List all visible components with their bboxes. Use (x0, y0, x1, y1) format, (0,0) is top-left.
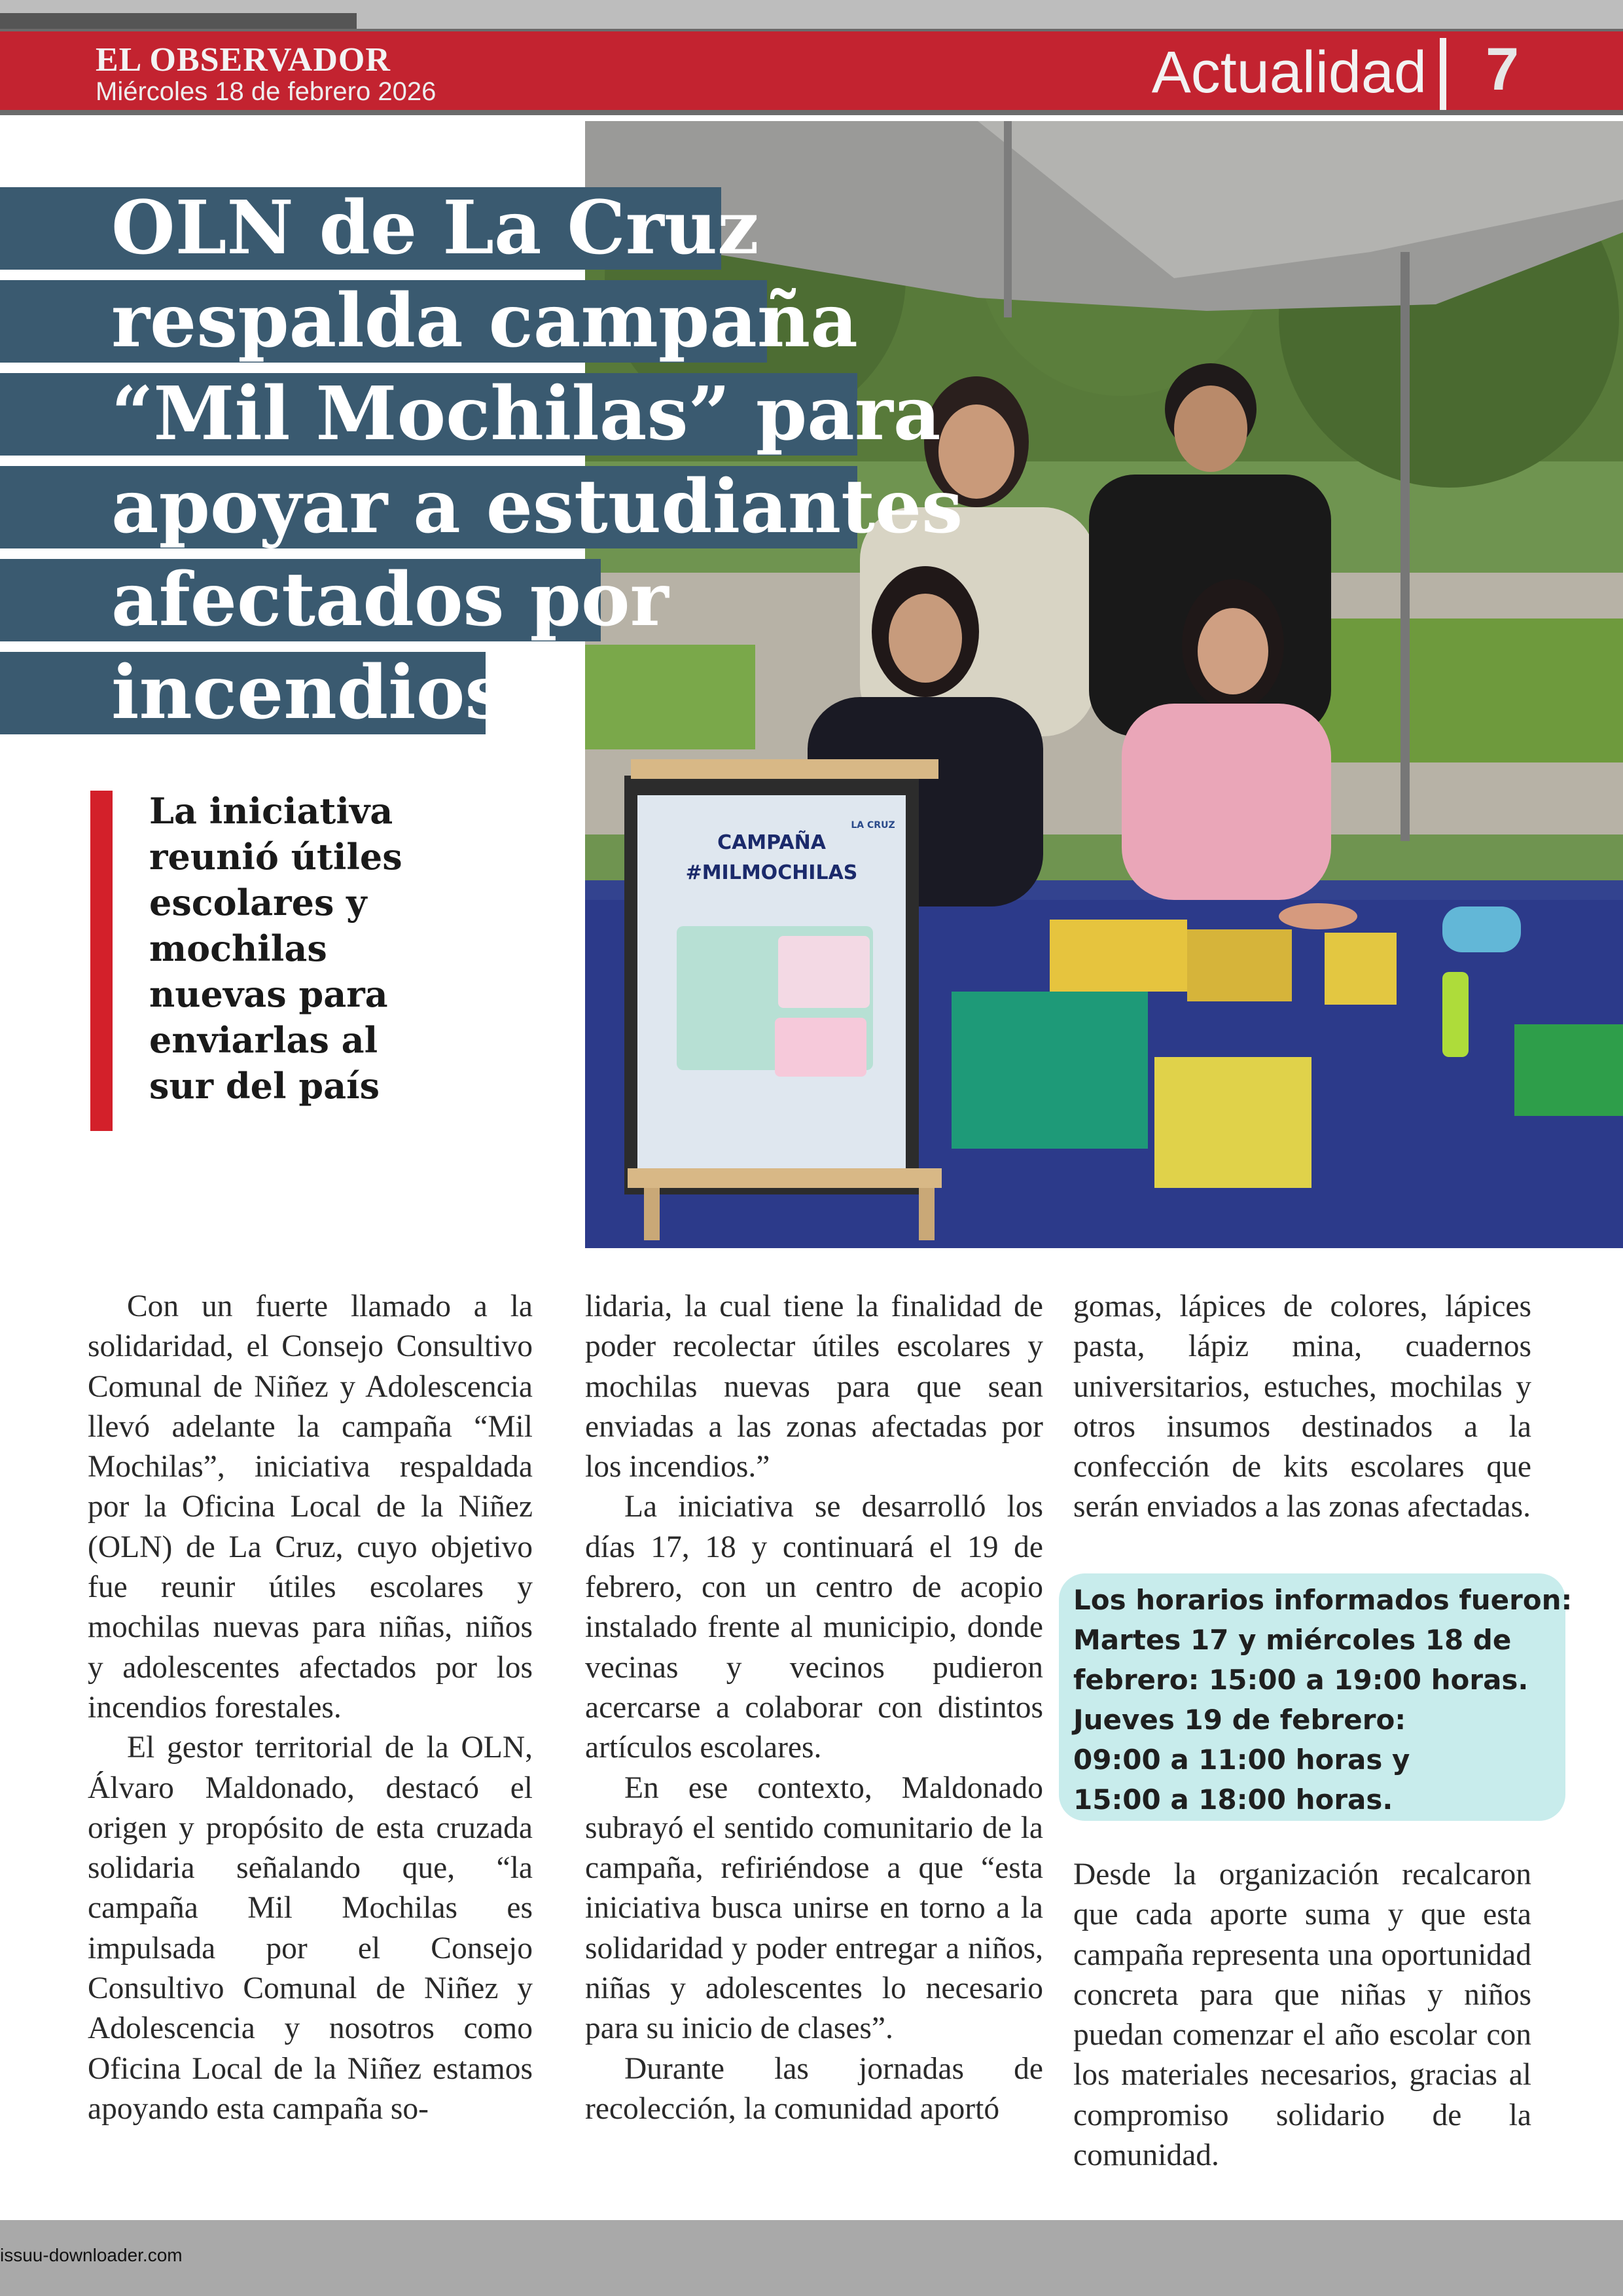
article-deck (149, 788, 450, 1109)
deck-accent-bar (90, 791, 113, 1131)
issue-date: Miércoles 18 de febrero 2026 (96, 77, 437, 106)
header-band (0, 29, 1623, 115)
deck-line: sur del país (149, 1065, 380, 1107)
poster-logo: LA CRUZ (851, 820, 895, 831)
body-paragraph: Desde la organización recalcaron que cada aporte suma y que esta campaña representa una oportunidad concreta para que niñas y niños puedan comenzar el año escolar con los materiales necesarios, gracias al compromiso solidario de la comunidad. (1073, 1857, 1531, 2173)
body-column-3 (1073, 1287, 1531, 1528)
body-paragraph-continued: gomas, lápices de colores, lápices pasta, lápiz mina, cuadernos universitarios, estuches, mochilas y otros insumos destinados a la confección de kits escolares que serán enviados a las zonas afectadas. (1073, 1289, 1531, 1524)
body-paragraph: La iniciativa se desarrolló los días 17, 18 y continuará el 19 de febrero, con un centro de acopio instalado frente al municipio, donde vecinas y vecinos pudieron acercarse a colaborar con distintos artículos escolares. (585, 1490, 1043, 1765)
section-name: Actualidad (1151, 40, 1427, 105)
newspaper-name: EL OBSERVADOR (96, 41, 391, 79)
poster-hashtag: #MILMOCHILAS (685, 861, 858, 884)
headline-line-5: afectados por (111, 557, 669, 643)
schedule-line: 09:00 a 11:00 horas y (1073, 1744, 1410, 1776)
schedule-line: 15:00 a 18:00 horas. (1073, 1784, 1393, 1816)
deck-line: reunió útiles (149, 836, 402, 878)
headline-line-6: incendios (111, 650, 507, 736)
body-paragraph: Durante las jornadas de recolección, la comunidad aportó (585, 2051, 1043, 2126)
body-column-3-end (1073, 1855, 1531, 2176)
headline-line-2: respalda campaña (111, 278, 858, 364)
schedule-line: Martes 17 y miércoles 18 de (1073, 1624, 1512, 1656)
schedule-line: Los horarios informados fueron: (1073, 1584, 1573, 1616)
schedule-line: Jueves 19 de febrero: (1073, 1704, 1406, 1736)
body-paragraph: En ese contexto, Maldonado subrayó el sentido comunitario de la campaña, refiriéndose a que “esta iniciativa busca unirse en torno a la solidaridad y poder entregar a niños, niñas y adolescentes lo necesario para su inicio de clases”. (585, 1770, 1043, 2046)
schedule-box (1059, 1573, 1573, 1821)
body-column-1 (88, 1287, 533, 2129)
headline-line-3: “Mil Mochilas” para (111, 371, 941, 457)
headline-line-4: apoyar a estudiantes (111, 464, 963, 550)
top-strip-accent (0, 13, 357, 29)
body-paragraph: Con un fuerte llamado a la solidaridad, el Consejo Consultivo Comunal de Niñez y Adolescencia llevó adelante la campaña “Mil Mochilas”, iniciativa respaldada por la Oficina Local de la Niñez (OLN) de La Cruz, cuyo objetivo fue reunir útiles escolares y mochilas nuevas para niñas, niños y adolescentes afectados por los incendios forestales. (88, 1289, 533, 1725)
deck-line: La iniciativa (149, 790, 393, 832)
body-paragraph-continued: lidaria, la cual tiene la finalidad de poder recolectar útiles escolares y mochilas nuevas para que sean enviadas a las zonas afectadas por los incendios.” (585, 1289, 1043, 1484)
schedule-line: febrero: 15:00 a 19:00 horas. (1073, 1664, 1529, 1696)
deck-line: nuevas para (149, 973, 388, 1015)
poster-title: CAMPAÑA (717, 831, 826, 854)
body-paragraph: El gestor territorial de la OLN, Álvaro Maldonado, destacó el origen y propósito de esta cruzada solidaria señalando que, “la campaña Mil Mochilas es impulsada por el Consejo Consultivo Comunal de Niñez y Adolescencia y nosotros como Oficina Local de la Niñez estamos apoyando esta campaña so- (88, 1731, 533, 2126)
deck-line: enviarlas al (149, 1019, 378, 1061)
header-divider (1440, 38, 1446, 110)
headline-line-1: OLN de La Cruz (111, 185, 759, 271)
deck-line: escolares y (149, 882, 367, 924)
body-column-2 (585, 1287, 1043, 2129)
deck-line: mochilas (149, 927, 327, 969)
page-number: 7 (1486, 36, 1520, 103)
footer-source: issuu-downloader.com (0, 2245, 183, 2265)
top-strip (0, 0, 1623, 29)
page-footer (0, 2220, 1623, 2296)
